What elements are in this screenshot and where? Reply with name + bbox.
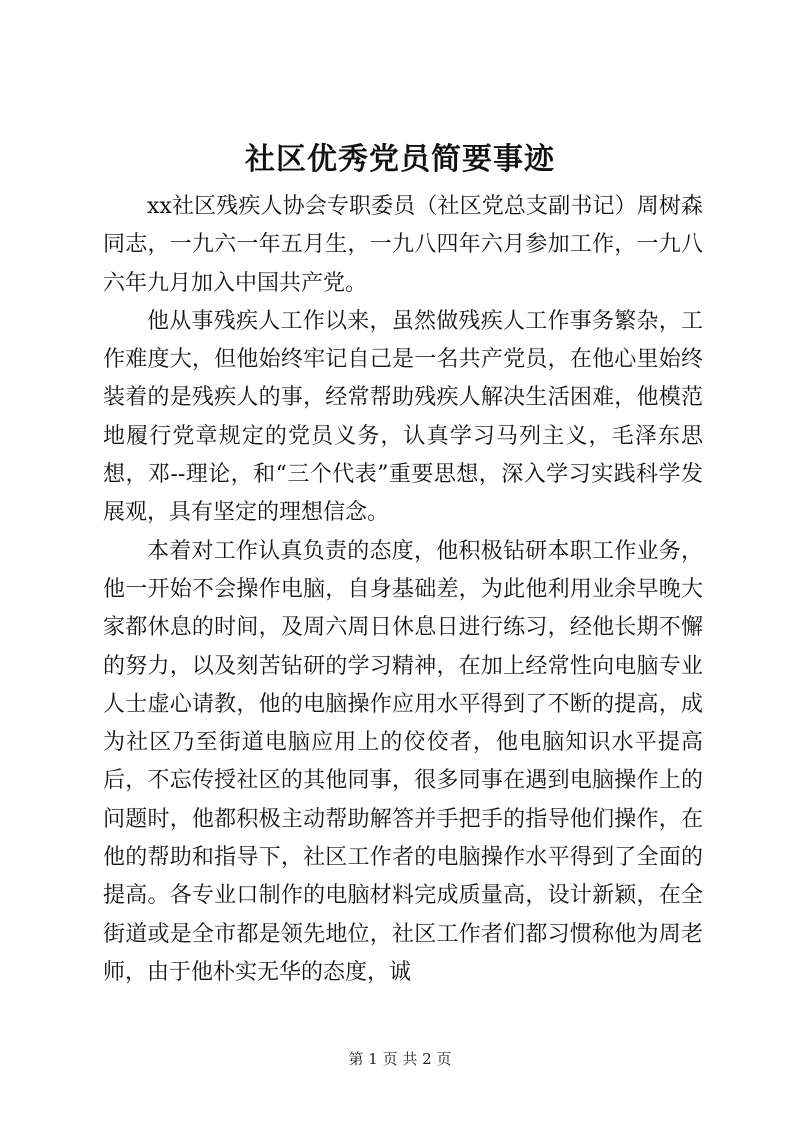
document-title: 社区优秀党员简要事迹: [245, 142, 555, 177]
paragraph-1: xx社区残疾人协会专职委员（社区党总支副书记）周树森同志，一九六一年五月生，一九八四年六月参加工作，一九八六年九月加入中国共产党。: [103, 194, 703, 296]
paragraph-3: 本着对工作认真负责的态度，他积极钻研本职工作业务，他一开始不会操作电脑，自身基础差，为此他利用业余早晚大家都休息的时间，及周六周日休息日进行练习，经他长期不懈的努力，以及刻苦钻研的学习精神，在加上经常性向电脑专业人士虚心请教，他的电脑操作应用水平得到了不断的提高，成为社区乃至街道电脑应用上的佼佼者，他电脑知识水平提高后，不忘传授社区的其他同事，很多同事在遇到电脑操作上的问题时，他都积极主动帮助解答并手把手的指导他们操作，在他的帮助和指导下，社区工作者的电脑操作水平得到了全面的提高。各专业口制作的电脑材料完成质量高，设计新颖，在全街道或是全市都是领先地位，社区工作者们都习惯称他为周老师，由于他朴实无华的态度，诚: [103, 538, 703, 985]
page-footer: 第 1 页 共 2 页: [348, 1050, 452, 1068]
paragraph-2: 他从事残疾人工作以来，虽然做残疾人工作事务繁杂，工作难度大，但他始终牢记自己是一名共产党员，在他心里始终装着的是残疾人的事，经常帮助残疾人解决生活困难，他模范地履行党章规定的党员义务，认真学习马列主义，毛泽东思想，邓--理论，和“三个代表”重要思想，深入学习实践科学发展观，具有坚定的理想信念。: [103, 308, 703, 526]
document-body: [103, 188, 703, 992]
